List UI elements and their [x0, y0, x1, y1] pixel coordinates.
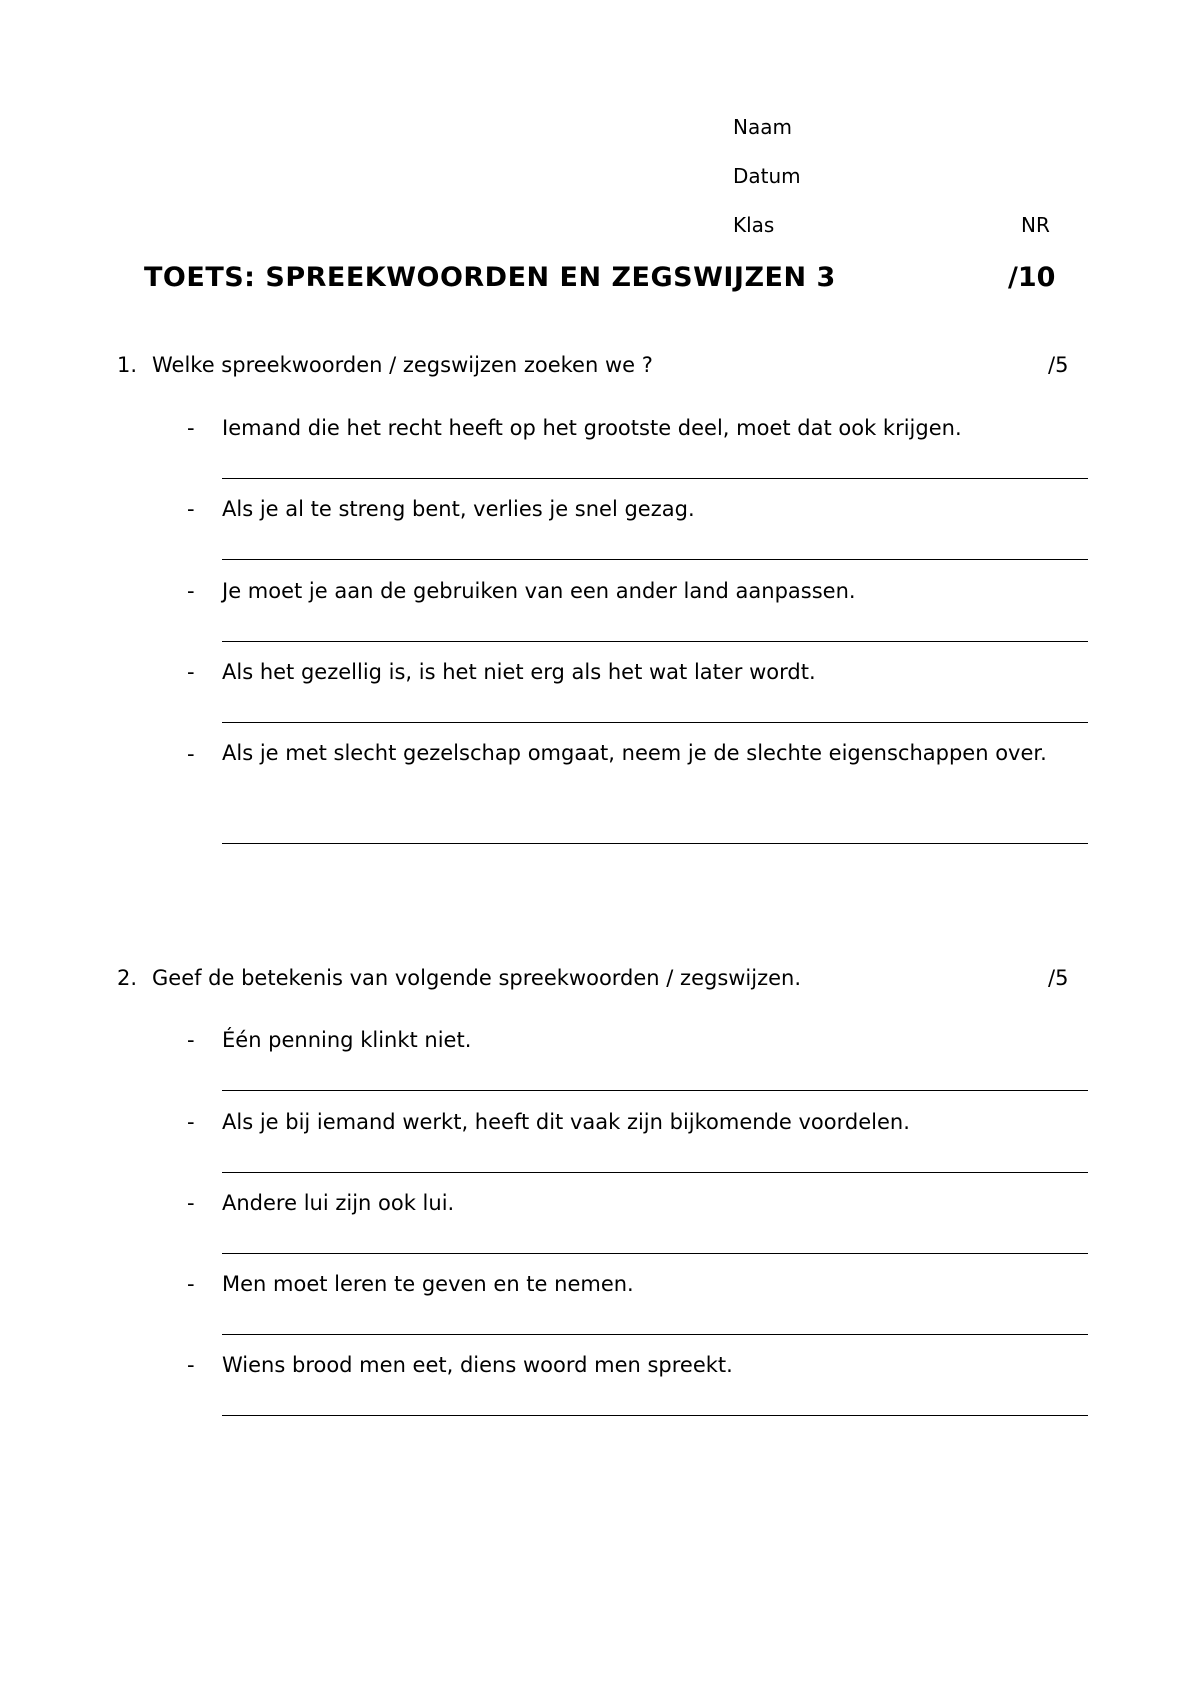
question-1-text: Welke spreekwoorden / zegswijzen zoeken we ?	[152, 353, 653, 377]
answer-line[interactable]	[222, 1090, 1088, 1091]
answer-line[interactable]	[222, 722, 1088, 723]
bullet-dash: -	[187, 1272, 195, 1296]
question-2-number: 2.	[117, 966, 138, 990]
question-1-item-3: Je moet je aan de gebruiken van een ander land aanpassen.	[222, 579, 856, 603]
answer-line[interactable]	[222, 1415, 1088, 1416]
question-1-item-4: Als het gezellig is, is het niet erg als het wat later wordt.	[222, 660, 816, 684]
answer-line[interactable]	[222, 843, 1088, 844]
question-1-number: 1.	[117, 353, 138, 377]
question-1-item-1: Iemand die het recht heeft op het grootste deel, moet dat ook krijgen.	[222, 416, 962, 440]
bullet-dash: -	[187, 1353, 195, 1377]
question-2-item-3: Andere lui zijn ook lui.	[222, 1191, 455, 1215]
bullet-dash: -	[187, 742, 195, 766]
question-2-item-2: Als je bij iemand werkt, heeft dit vaak zijn bijkomende voordelen.	[222, 1110, 910, 1134]
question-2-item-5: Wiens brood men eet, diens woord men spreekt.	[222, 1353, 733, 1377]
bullet-dash: -	[187, 579, 195, 603]
question-1-item-5: Als je met slecht gezelschap omgaat, neem je de slechte eigenschappen over.	[222, 741, 1047, 765]
name-label: Naam	[733, 115, 792, 139]
question-2-text: Geef de betekenis van volgende spreekwoorden / zegswijzen.	[152, 966, 802, 990]
question-2-item-1: Één penning klinkt niet.	[222, 1028, 472, 1052]
bullet-dash: -	[187, 660, 195, 684]
page-title: TOETS: SPREEKWOORDEN EN ZEGSWIJZEN 3	[144, 262, 836, 293]
answer-line[interactable]	[222, 1334, 1088, 1335]
question-2-points: /5	[1048, 966, 1069, 990]
answer-line[interactable]	[222, 641, 1088, 642]
class-label: Klas	[733, 213, 775, 237]
bullet-dash: -	[187, 497, 195, 521]
answer-line[interactable]	[222, 1172, 1088, 1173]
question-1-points: /5	[1048, 353, 1069, 377]
bullet-dash: -	[187, 1191, 195, 1215]
bullet-dash: -	[187, 1028, 195, 1052]
question-2-item-4: Men moet leren te geven en te nemen.	[222, 1272, 634, 1296]
question-1-item-2: Als je al te streng bent, verlies je snel gezag.	[222, 497, 695, 521]
bullet-dash: -	[187, 416, 195, 440]
answer-line[interactable]	[222, 559, 1088, 560]
total-score: /10	[1008, 262, 1056, 293]
date-label: Datum	[733, 164, 801, 188]
answer-line[interactable]	[222, 478, 1088, 479]
bullet-dash: -	[187, 1110, 195, 1134]
number-label: NR	[1021, 213, 1050, 237]
answer-line[interactable]	[222, 1253, 1088, 1254]
